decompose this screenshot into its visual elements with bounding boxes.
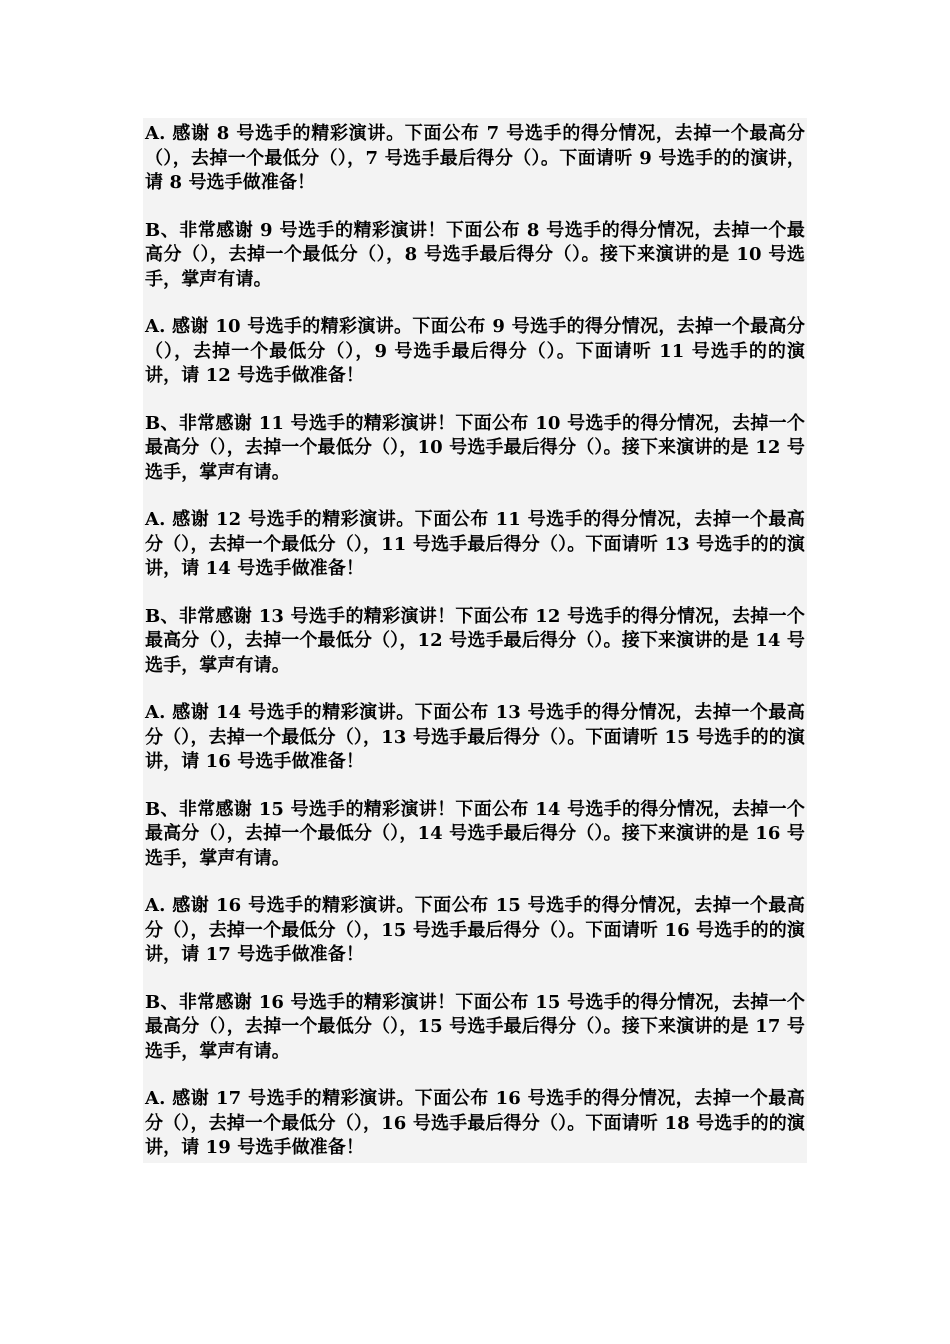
paragraph-a-6: A. 感谢 17 号选手的精彩演讲。下面公布 16 号选手的得分情况，去掉一个最高分（），去掉一个最低分（），16 号选手最后得分（）。下面请听 18 号选手的的演讲，请 19 号选手做准备！ [145,1088,805,1158]
paragraph-a-1: A. 感谢 8 号选手的精彩演讲。下面公布 7 号选手的得分情况，去掉一个最高分（），去掉一个最低分（），7 号选手最后得分（）。下面请听 9 号选手的的演讲，请 8 号选手做准备！ [145,123,805,193]
paragraph-a-3: A. 感谢 12 号选手的精彩演讲。下面公布 11 号选手的得分情况，去掉一个最高分（），去掉一个最低分（），11 号选手最后得分（）。下面请听 13 号选手的的演讲，请 14 号选手做准备！ [145,509,805,579]
paragraph-b-5: B、非常感谢 16 号选手的精彩演讲！下面公布 15 号选手的得分情况，去掉一个最高分（），去掉一个最低分（），15 号选手最后得分（）。接下来演讲的是 17 号选手，掌声有请。 [145,991,805,1062]
paragraph-a-5: A. 感谢 16 号选手的精彩演讲。下面公布 15 号选手的得分情况，去掉一个最高分（），去掉一个最低分（），15 号选手最后得分（）。下面请听 16 号选手的的演讲，请 17 号选手做准备！ [145,895,805,965]
paragraph-b-4: B、非常感谢 15 号选手的精彩演讲！下面公布 14 号选手的得分情况，去掉一个最高分（），去掉一个最低分（），14 号选手最后得分（）。接下来演讲的是 16 号选手，掌声有请。 [145,798,805,869]
paragraph-a-4: A. 感谢 14 号选手的精彩演讲。下面公布 13 号选手的得分情况，去掉一个最高分（），去掉一个最低分（），13 号选手最后得分（）。下面请听 15 号选手的的演讲，请 16 号选手做准备！ [145,702,805,772]
document-body [143,118,807,1163]
paragraph-a-2: A. 感谢 10 号选手的精彩演讲。下面公布 9 号选手的得分情况，去掉一个最高分（），去掉一个最低分（），9 号选手最后得分（）。下面请听 11 号选手的的演讲，请 12 号选手做准备！ [145,316,805,386]
paragraph-b-1: B、非常感谢 9 号选手的精彩演讲！下面公布 8 号选手的得分情况，去掉一个最高分（），去掉一个最低分（），8 号选手最后得分（）。接下来演讲的是 10 号选手，掌声有请。 [145,219,805,290]
paragraph-b-2: B、非常感谢 11 号选手的精彩演讲！下面公布 10 号选手的得分情况，去掉一个最高分（），去掉一个最低分（），10 号选手最后得分（）。接下来演讲的是 12 号选手，掌声有请。 [145,412,805,483]
paragraph-b-3: B、非常感谢 13 号选手的精彩演讲！下面公布 12 号选手的得分情况，去掉一个最高分（），去掉一个最低分（），12 号选手最后得分（）。接下来演讲的是 14 号选手，掌声有请。 [145,605,805,676]
